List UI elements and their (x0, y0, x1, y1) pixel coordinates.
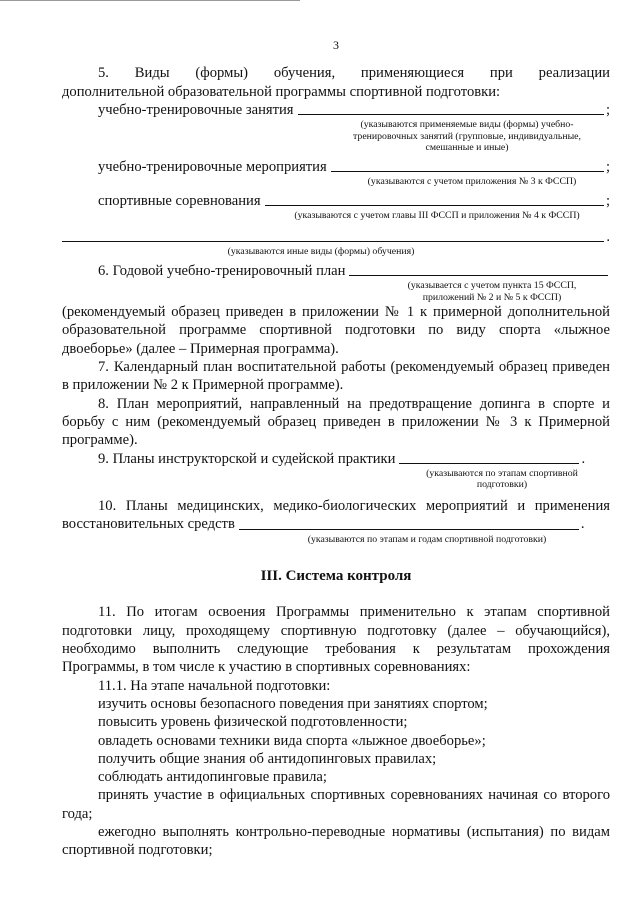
note-item-9: (указываются по этапам спортивной подготовки) (426, 467, 578, 491)
training-events-label: учебно-тренировочные мероприятия (98, 158, 327, 175)
training-sessions-row: учебно-тренировочные занятия ; (98, 101, 610, 118)
annual-plan-label: 6. Годовой учебно-тренировочный план (98, 262, 346, 279)
item-6-text: (рекомендуемый образец приведен в приложении № 1 к примерной дополнительной образовательной программе спортивной подготовки по виду спорта «лыжное двоеборье» (далее – Примерная программа). (62, 304, 610, 357)
item-6-row (62, 262, 610, 280)
item-7-text: 7. Календарный план воспитательной работы (рекомендуемый образец приведен в приложении № 2 к Примерной программе). (62, 359, 610, 394)
note-training-events: (указываются с учетом приложения № 3 к ФССП) (367, 176, 577, 188)
item-9-label: 9. Планы инструкторской и судейской практики (98, 450, 396, 467)
blank-line (62, 229, 604, 242)
item-10-line: 10. Планы медицинских, медико-биологических мероприятий и применения (98, 497, 610, 514)
requirement-6: принять участие в официальных спортивных соревнованиях начиная со второго года; (62, 787, 610, 822)
item-9-row: 9. Планы инструкторской и судейской практики . (98, 450, 586, 467)
note-competitions: (указываются с учетом главы III ФССП и приложения № 4 к ФССП) (294, 210, 580, 222)
top-rule (0, 0, 300, 1)
requirement-item: овладеть основами техники вида спорта «лыжное двоеборье»; (98, 732, 486, 749)
note-training-sessions: (указываются применяемые виды (формы) учебно-тренировочных занятий (групповые, индивидуальные, смешанные и иные) (353, 119, 581, 154)
item-5-line: 5. Виды (формы) обучения, применяющиеся при реализации (98, 65, 610, 82)
requirement-item: изучить основы безопасного поведения при занятиях спортом; (98, 695, 488, 712)
requirements-list (62, 695, 610, 786)
item-10-label: восстановительных средств (62, 516, 235, 533)
other-forms-row: . (62, 228, 610, 246)
competitions-row: спортивные соревнования ; (98, 192, 610, 209)
note-other-forms: (указываются иные виды (формы) обучения) (227, 246, 415, 258)
blank-line (298, 102, 604, 115)
item-5-line-2: дополнительной образовательной программы спортивной подготовки: (62, 83, 501, 100)
competitions-label: спортивные соревнования (98, 192, 261, 209)
item-11-1-text: 11.1. На этапе начальной подготовки: (98, 677, 331, 694)
blank-line (399, 451, 579, 464)
document-page (62, 36, 610, 860)
requirement-item: повысить уровень физической подготовленности; (98, 714, 408, 731)
requirement-item: получить общие знания об антидопинговых правилах; (98, 750, 437, 767)
item-11-text: 11. По итогам освоения Программы применительно к этапам спортивной подготовки лицу, проходящему спортивную подготовку (далее – обучающийся), необходимо выполнить следующие требования к результатам прохождения Программы, в том числе к участию в спортивных соревнованиях: (62, 604, 610, 676)
training-sessions-label: учебно-тренировочные занятия (98, 101, 294, 118)
item-10-row: восстановительных средств . (62, 516, 585, 533)
section-heading: III. Система контроля (260, 568, 412, 585)
blank-line (239, 517, 579, 530)
requirement-7: ежегодно выполнять контрольно-переводные нормативы (испытания) по видам спортивной подготовки; (62, 824, 610, 859)
blank-line (349, 263, 608, 276)
note-item-10: (указываются по этапам и годам спортивной подготовки) (307, 533, 547, 545)
requirement-item: соблюдать антидопинговые правила; (98, 769, 327, 786)
page-number: 3 (333, 38, 339, 52)
blank-line (331, 159, 604, 172)
training-events-row: учебно-тренировочные мероприятия ; (98, 158, 610, 175)
blank-line (265, 193, 604, 206)
note-annual-plan: (указывается с учетом пункта 15 ФССП, приложений № 2 и № 5 к ФССП) (407, 279, 577, 303)
item-8-text: 8. План мероприятий, направленный на предотвращение допинга в спорте и борьбу с ним (рекомендуемый образец приведен в приложении № 3 к Примерной программе). (62, 395, 610, 449)
